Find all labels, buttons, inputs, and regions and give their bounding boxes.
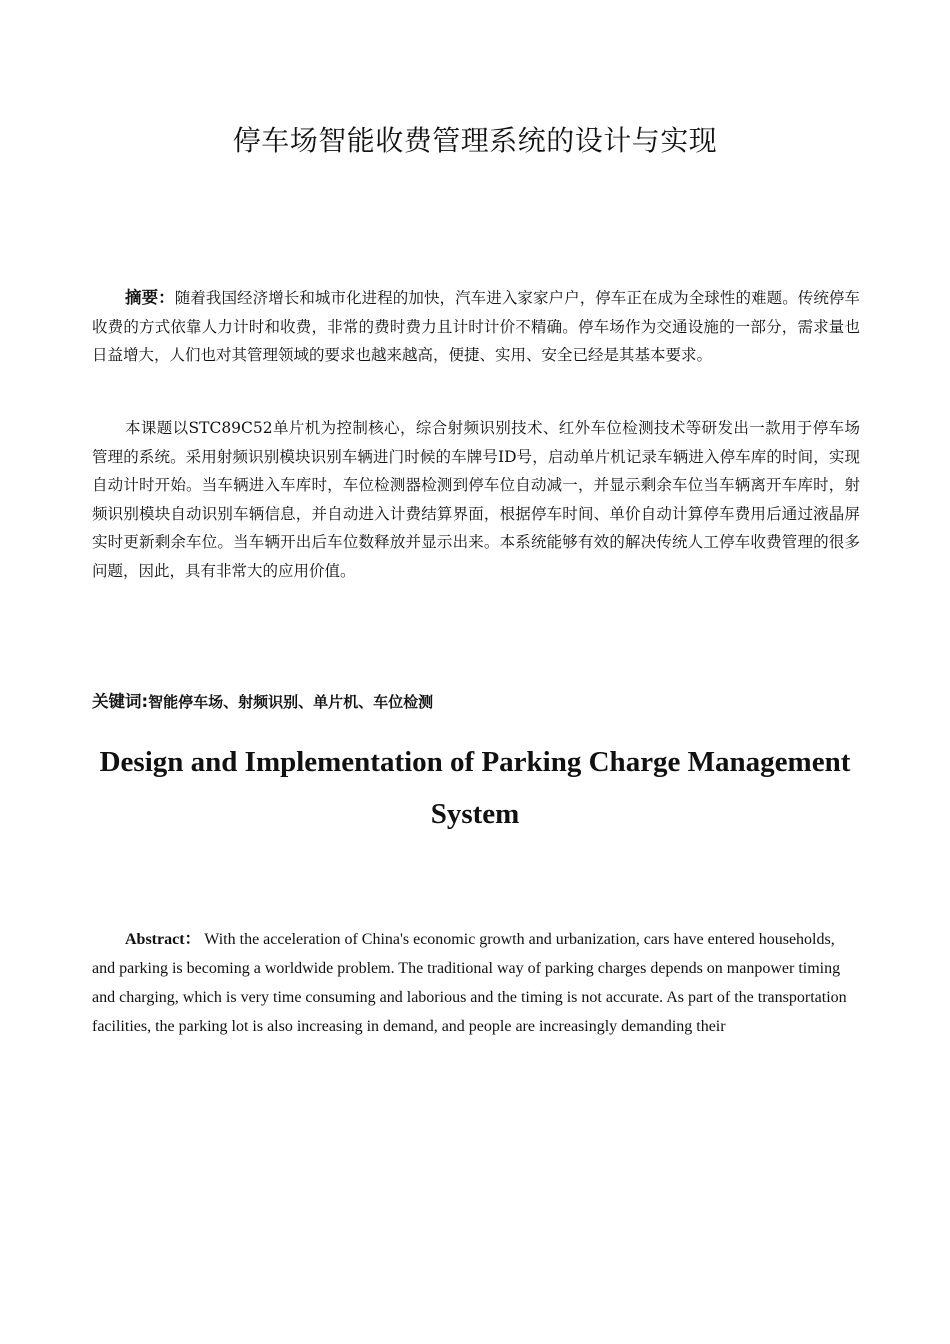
chinese-abstract-text: 随着我国经济增长和城市化进程的加快，汽车进入家家户户，停车正在成为全球性的难题。传统停车收费的方式依靠人力计时和收费，非常的费时费力且计时计价不精确。停车场作为交通设施的一部分，需求量也日益增大，人们也对其管理领域的要求也越来越高，便捷、实用、安全已经是其基本要求。 [92, 289, 860, 364]
chinese-body-paragraph: 本课题以STC89C52单片机为控制核心，综合射频识别技术、红外车位检测技术等研发出一款用于停车场管理的系统。采用射频识别模块识别车辆进门时候的车牌号ID号，启动单片机记录车辆进入停车库的时间，实现自动计时开始。当车辆进入车库时，车位检测器检测到停车位自动减一，并显示剩余车位当车辆离开车库时，射频识别模块自动识别车辆信息，并自动进入计费结算界面，根据停车时间、单价自动计算停车费用后通过液晶屏实时更新剩余车位。当车辆开出后车位数释放并显示出来。本系统能够有效的解决传统人工停车收费管理的很多问题，因此，具有非常大的应用价值。 [92, 419, 860, 580]
keywords-label: 关键词: [92, 692, 149, 711]
chinese-abstract-label: 摘要： [125, 288, 175, 307]
english-title: Design and Implementation of Parking Charge Management System [99, 746, 851, 830]
chinese-keywords [92, 689, 860, 715]
chinese-title: 停车场智能收费管理系统的设计与实现 [232, 124, 718, 157]
chinese-abstract [92, 284, 860, 370]
keywords-values: 智能停车场、射频识别、单片机、车位检测 [148, 693, 434, 711]
english-abstract-label: Abstract： [125, 931, 201, 948]
english-abstract [92, 925, 860, 1041]
english-abstract-text: With the acceleration of China's economic growth and urbanization, cars have entered households, and parking is becoming a worldwide problem. The traditional way of parking charges depends on manpower timing and charging, which is very time consuming and laborious and the timing is not accurate. As part of the transportation facilities, the parking lot is also increasing in demand, and people are increasingly demanding their [92, 931, 847, 1035]
